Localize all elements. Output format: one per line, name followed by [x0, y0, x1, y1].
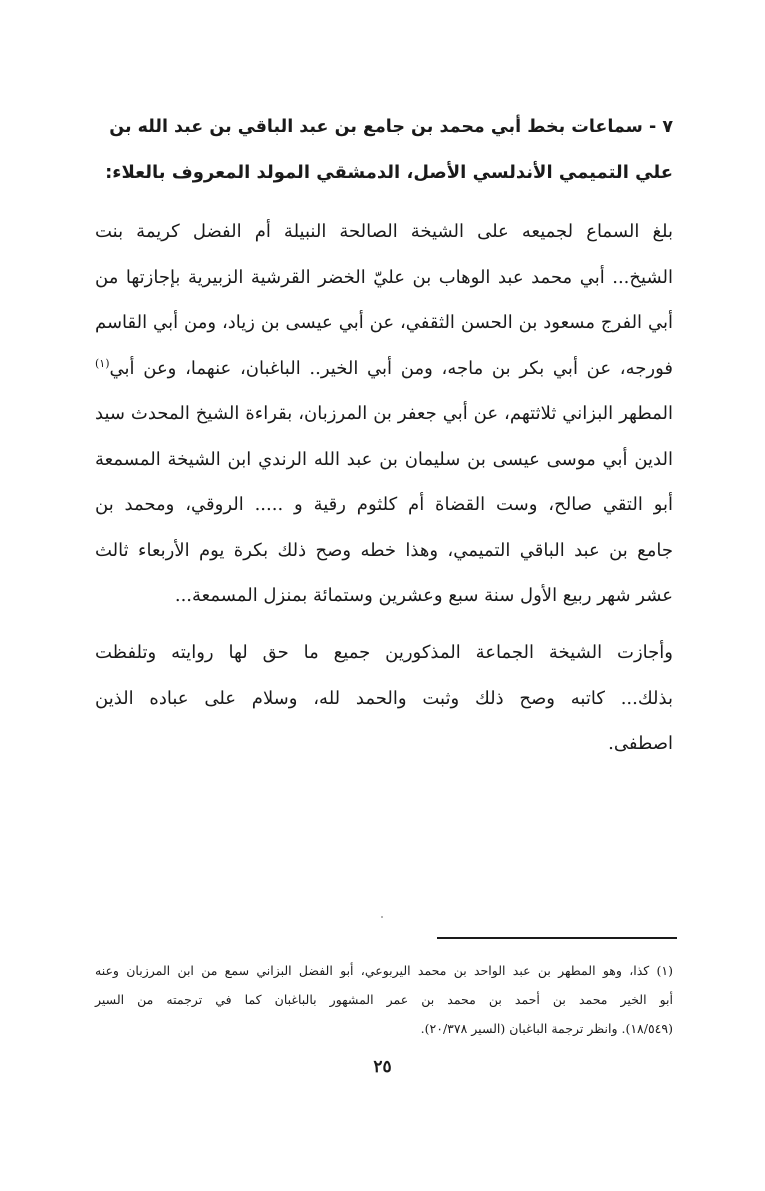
paragraph-line: جامع بن عبد الباقي التميمي، وهذا خطه وصح ذلك بكرة يوم الأربعاء ثالث [95, 539, 673, 561]
paragraph-line: الشيخ... أبي محمد عبد الوهاب بن عليّ الخضر القرشية الزبيرية بإجازتها من [95, 266, 673, 288]
paragraph-line: وأجازت الشيخة الجماعة المذكورين جميع ما حق لها روايته وتلفظت [95, 642, 673, 663]
licence-paragraph [95, 630, 673, 767]
heading-line-1: ٧ - سماعات بخط أبي محمد بن جامع بن عبد الباقي بن عبد الله بن [109, 117, 673, 137]
speck-mark [381, 916, 383, 918]
footnote-separator [437, 937, 677, 939]
paragraph-line: اصطفى. [608, 733, 673, 754]
footnote-line: (١٨/٥٤٩). وانظر ترجمة الباغبان (السير ٢٠/٣٧٨). [420, 1021, 673, 1036]
footnote-reference[interactable]: (١) [95, 356, 110, 370]
section-heading [95, 104, 673, 196]
footnote-line: (١) كذا، وهو المطهر بن عبد الواحد بن محمد اليربوعي، أبو الفضل البزاني سمع من ابن المرزبان وعنه [95, 963, 673, 978]
footnote-line: أبو الخير محمد بن أحمد بن محمد بن عمر المشهور بالباغبان كما في ترجمته من السير [95, 992, 673, 1007]
audition-paragraph [95, 209, 673, 619]
paragraph-line: بلغ السماع لجميعه على الشيخة الصالحة النبيلة أم الفضل كريمة بنت [95, 221, 673, 242]
paragraph-line: أبي الفرج مسعود بن الحسن الثقفي، عن أبي عيسى بن زياد، ومن أبي القاسم [95, 312, 673, 333]
paragraph-line: بذلك... كاتبه وصح ذلك وثبت والحمد لله، وسلام على عباده الذين [95, 687, 673, 709]
page-number: ٢٥ [373, 1057, 392, 1077]
paragraph-line: أبو التقي صالح، وست القضاة أم كلثوم رقية و ..... الروقي، ومحمد بن [95, 494, 673, 515]
paragraph-line-text: فورجه، عن أبي بكر بن ماجه، ومن أبي الخير.. الباغبان، عنهما، وعن أبي [109, 357, 673, 379]
footnote-block [95, 956, 673, 1043]
paragraph-line: الدين أبي موسى عيسى بن سليمان بن عبد الله الرندي ابن الشيخة المسمعة [95, 448, 673, 470]
heading-line-2: علي التميمي الأندلسي الأصل، الدمشقي المولد المعروف بالعلاء: [105, 162, 673, 183]
paragraph-line: المطهر البزاني ثلاثتهم، عن أبي جعفر بن المرزبان، بقراءة الشيخ المحدث سيد [95, 403, 673, 424]
paragraph-line: عشر شهر ربيع الأول سنة سبع وعشرين وستمائة بمنزل المسمعة... [174, 585, 673, 606]
paragraph-line-with-footnote [95, 346, 673, 392]
